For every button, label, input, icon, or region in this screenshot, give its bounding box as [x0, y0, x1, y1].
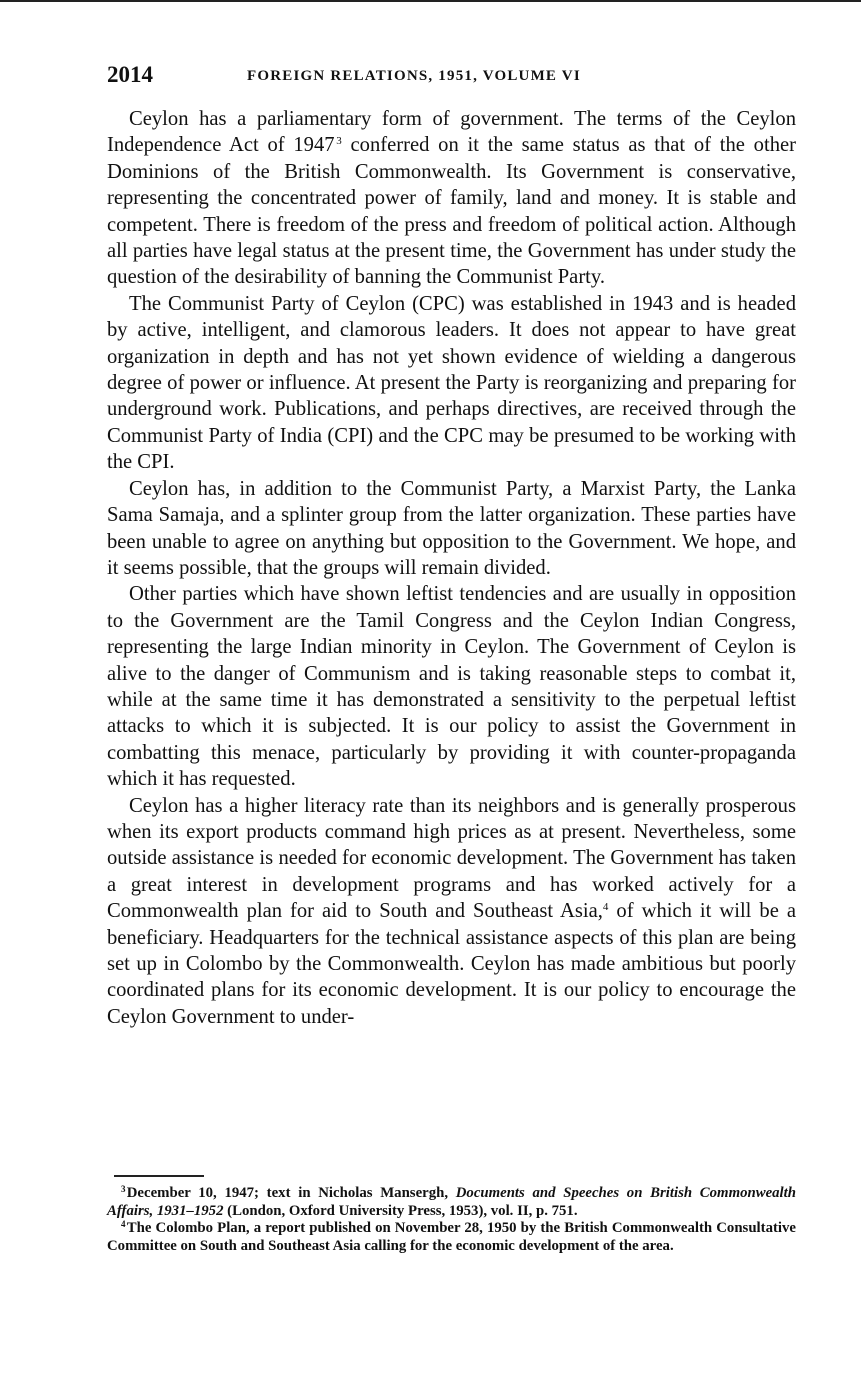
footnote-title: Documents and Speeches on British Commonwealth Affairs, 1931–1952 [107, 1185, 796, 1219]
page-header [107, 62, 797, 92]
paragraph-parliamentary-government [107, 106, 796, 291]
paragraph-literacy-economy [107, 793, 796, 1031]
footnote-ref-4: 4 [602, 901, 609, 914]
footnote-3 [107, 1185, 796, 1220]
page-number: 2014 [107, 62, 153, 87]
paragraph-communist-party: The Communist Party of Ceylon (CPC) was established in 1943 and is headed by active, intelligent, and clamorous leaders. It does not appear to have great organization in depth and has not yet shown evidence of wielding a dangerous degree of power or influence. At present the Party is reorganizing and preparing for underground work. Publications, and perhaps directives, are received through the Communist Party of India (CPI) and the CPC may be presumed to be working with the CPI. [107, 292, 796, 474]
footnote-4 [107, 1220, 796, 1255]
running-head: FOREIGN RELATIONS, 1951, VOLUME VI [247, 68, 581, 84]
footnotes [107, 1185, 796, 1255]
paragraph-text: conferred on it the same status as that of the other Dominions of the British Commonwealth. Its Government is conservative, representing the concentrated power of family, land and money. It is stable and competent. There is freedom of the press and freedom of political action. Although all parties have legal status at the present time, the Government has under study the question of the desirability of banning the Communist Party. [107, 134, 796, 289]
footnote-mark: 4 [121, 1219, 126, 1230]
paragraph-text: Ceylon has a higher literacy rate than its neighbors and is generally prosperous when its export products command high prices as at present. Nevertheless, some outside assistance is needed for economic development. The Government has taken a great interest in development programs and has worked actively for a Commonwealth plan for aid to South and Southeast Asia, [107, 794, 796, 923]
footnote-text: December 10, 1947; text in Nicholas Mansergh, [126, 1185, 456, 1201]
footnote-text: (London, Oxford University Press, 1953), vol. II, p. 751. [223, 1202, 578, 1219]
paragraph-text: Ceylon has a parliamentary form of government. The terms of the Ceylon Independence Act of 1947 [107, 108, 796, 157]
top-border-rule [0, 0, 861, 2]
paragraph-other-parties: Other parties which have shown leftist tendencies and are usually in opposition to the Government are the Tamil Congress and the Ceylon Indian Congress, representing the large Indian minority in Ceylon. The Government of Ceylon is alive to the danger of Communism and is taking reasonable steps to combat it, while at the same time it has demonstrated a sensitivity to the perpetual leftist attacks to which it is subjected. It is our policy to assist the Government in combatting this menace, particularly by providing it with counter-propaganda which it has requested. [107, 583, 796, 791]
paragraph-marxist-party: Ceylon has, in addition to the Communist Party, a Marxist Party, the Lanka Sama Samaja, and a splinter group from the latter organization. These parties have been unable to agree on anything but opposition to the Government. We hope, and it seems possible, that the groups will remain divided. [107, 477, 796, 579]
paragraph-text: of which it will be a beneficiary. Headquarters for the technical assistance aspects of this plan are being set up in Colombo by the Commonwealth. Ceylon has made ambitious but poorly coordinated plans for its economic development. It is our policy to encourage the Ceylon Government to under- [107, 900, 796, 1028]
footnote-mark: 3 [121, 1184, 126, 1194]
footnote-text: The Colombo Plan, a report published on November 28, 1950 by the British Commonwealth Consultative Committee on South and Southeast Asia calling for the economic development of the area. [107, 1220, 796, 1254]
footnote-separator [114, 1175, 204, 1177]
body-text [107, 106, 796, 1030]
footnote-ref-3: 3 [336, 135, 342, 148]
